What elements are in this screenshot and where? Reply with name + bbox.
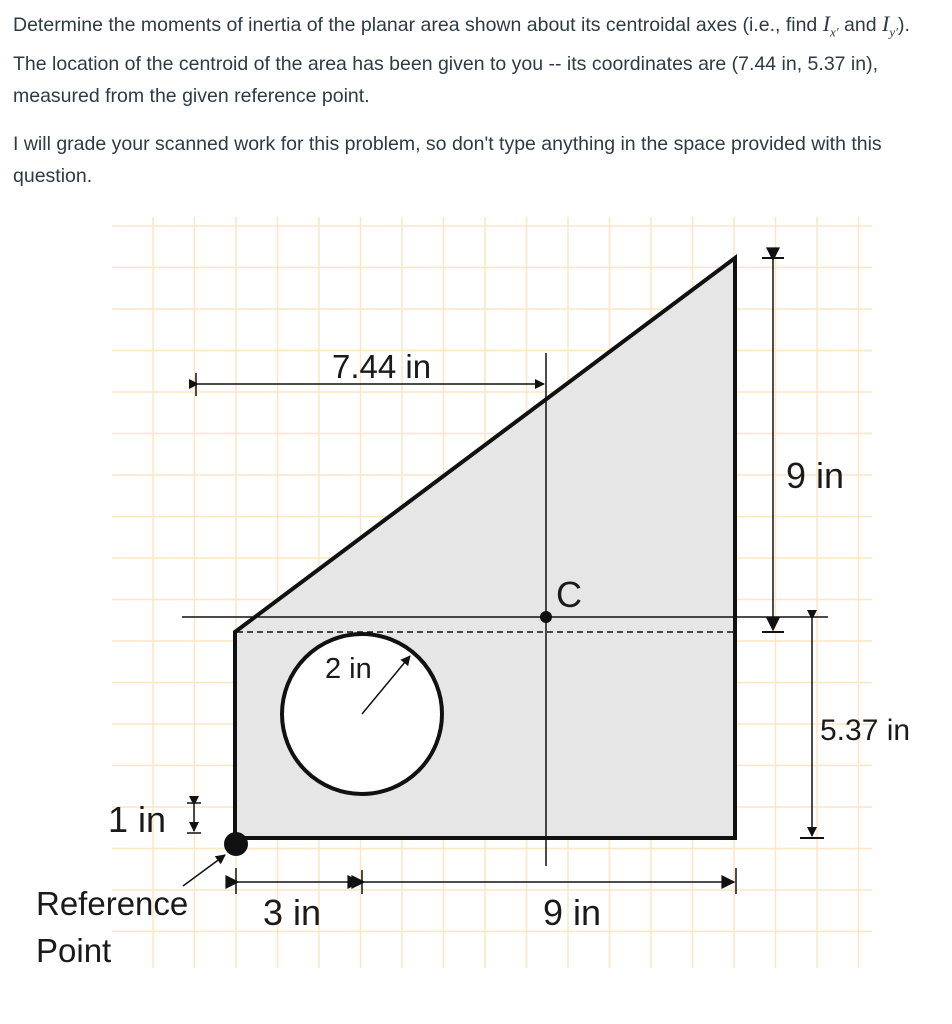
centroid-point [540,611,552,623]
ix-subscript: x′ [830,24,839,40]
iy-subscript: y′ [889,24,898,40]
dim-centroid-x-label: 7.44 in [332,348,432,385]
question-text-part: and [838,14,883,36]
planar-area-figure [0,195,952,995]
ix-symbol [822,11,839,40]
question-paragraph-2: I will grade your scanned work for this problem, so don't type anything in the space provided with this question. [13,133,882,188]
reference-point-marker [224,832,248,856]
ix-letter: I [822,11,831,36]
dim-hole-x-label: 3 in [263,892,322,933]
question-text-part: Determine the moments of inertia of the planar area shown about its centroidal axes (i.e., find [13,14,823,36]
question-paragraph-1 [13,8,943,112]
dim-radius-label: 2 in [325,653,372,685]
iy-symbol [882,11,898,40]
reference-label-line-2: Point [36,932,112,969]
iy-letter: I [882,11,890,36]
dim-base-label: 9 in [543,892,602,933]
question-text-part: ). The location of the centroid of the area has been given to you -- its coordinates are (7.44 in, 5.37 in), measured from the given reference point. [13,14,910,108]
reference-label-line-1: Reference [36,885,189,922]
dim-offset-label: 1 in [108,799,167,840]
dim-centroid-y-label: 5.37 in [820,714,911,747]
question-text [13,8,943,208]
dim-triangle-height-label: 9 in [786,455,845,496]
centroid-label: C [556,574,582,615]
reference-pointer [183,855,225,886]
